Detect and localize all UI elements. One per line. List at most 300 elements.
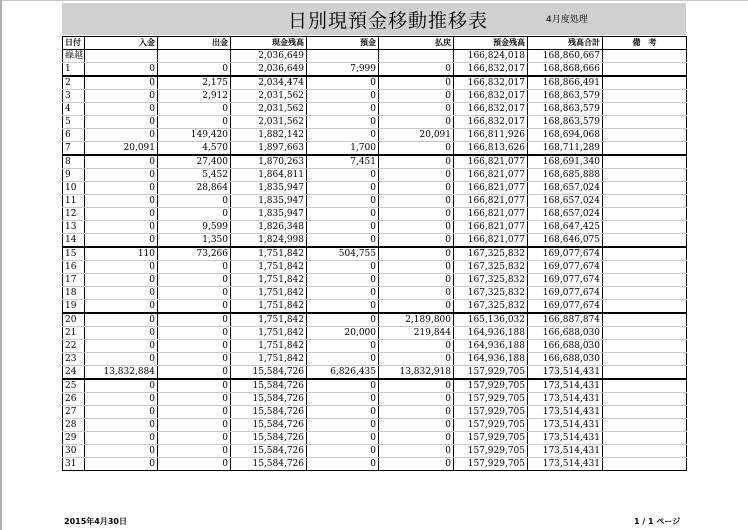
cell-bank-balance: 167,325,832	[454, 274, 528, 287]
cell-remarks	[603, 195, 687, 208]
cell-cash-balance: 1,751,842	[231, 353, 307, 366]
table-row	[63, 274, 687, 287]
cell-remarks	[603, 379, 687, 393]
cell-date: 22	[63, 340, 85, 353]
cell-cash-balance: 1,824,998	[231, 234, 307, 248]
header-date: 日付	[63, 37, 85, 50]
cell-remarks	[603, 116, 687, 129]
cell-bank-balance: 157,929,705	[454, 379, 528, 393]
cell-cash-balance: 15,584,726	[231, 393, 307, 406]
cell-cash-balance: 1,751,842	[231, 313, 307, 327]
cell-cash-balance: 15,584,726	[231, 432, 307, 445]
header-bank-balance: 預金残高	[454, 37, 528, 50]
cell-bank-withdrawal	[379, 50, 454, 63]
cell-total-balance: 173,514,431	[528, 379, 603, 393]
cell-deposit-in: 0	[85, 379, 158, 393]
cell-deposit-in: 0	[85, 419, 158, 432]
cell-withdrawal-out: 0	[158, 406, 231, 419]
cell-date: 13	[63, 221, 85, 234]
cell-date: 30	[63, 445, 85, 458]
cash-ledger-table	[62, 36, 687, 471]
table-row	[63, 261, 687, 274]
cell-date: 繰越	[63, 50, 85, 63]
cell-date: 24	[63, 366, 85, 380]
cell-bank-balance: 166,821,077	[454, 169, 528, 182]
cell-deposit-in: 0	[85, 300, 158, 314]
cell-bank-withdrawal: 0	[379, 353, 454, 366]
cell-bank-deposit: 0	[307, 340, 379, 353]
cell-bank-balance: 164,936,188	[454, 340, 528, 353]
cell-bank-deposit: 0	[307, 76, 379, 90]
cell-remarks	[603, 393, 687, 406]
cell-deposit-in: 0	[85, 169, 158, 182]
cell-date: 3	[63, 90, 85, 103]
cell-cash-balance: 1,835,947	[231, 195, 307, 208]
cell-total-balance: 166,887,874	[528, 313, 603, 327]
cell-bank-deposit: 7,451	[307, 155, 379, 169]
table-row	[63, 393, 687, 406]
cell-bank-balance: 157,929,705	[454, 393, 528, 406]
table-row	[63, 406, 687, 419]
table-row	[63, 445, 687, 458]
cell-withdrawal-out: 0	[158, 327, 231, 340]
table-row	[63, 313, 687, 327]
cell-cash-balance: 15,584,726	[231, 419, 307, 432]
table-row	[63, 195, 687, 208]
cell-bank-deposit: 0	[307, 300, 379, 314]
cell-date: 27	[63, 406, 85, 419]
table-row	[63, 155, 687, 169]
cell-date: 21	[63, 327, 85, 340]
cell-withdrawal-out: 9,599	[158, 221, 231, 234]
cell-remarks	[603, 313, 687, 327]
cell-bank-withdrawal: 0	[379, 419, 454, 432]
footer-date: 2015年4月30日	[64, 517, 127, 526]
cell-bank-deposit: 0	[307, 458, 379, 471]
cell-bank-withdrawal: 0	[379, 274, 454, 287]
cell-bank-balance: 164,936,188	[454, 327, 528, 340]
cell-remarks	[603, 327, 687, 340]
cell-date: 5	[63, 116, 85, 129]
cell-bank-balance: 166,832,017	[454, 103, 528, 116]
cell-total-balance: 173,514,431	[528, 406, 603, 419]
cell-cash-balance: 15,584,726	[231, 445, 307, 458]
cell-bank-withdrawal: 0	[379, 287, 454, 300]
cell-bank-withdrawal: 13,832,918	[379, 366, 454, 380]
cell-deposit-in: 0	[85, 129, 158, 142]
cell-deposit-in: 0	[85, 76, 158, 90]
cell-bank-withdrawal: 0	[379, 76, 454, 90]
page-top-edge	[0, 0, 748, 1]
cell-bank-deposit: 7,999	[307, 63, 379, 77]
cell-withdrawal-out: 0	[158, 432, 231, 445]
table-row	[63, 116, 687, 129]
cell-bank-withdrawal: 20,091	[379, 129, 454, 142]
cell-bank-deposit: 0	[307, 221, 379, 234]
cell-date: 28	[63, 419, 85, 432]
cell-bank-withdrawal: 219,844	[379, 327, 454, 340]
cell-cash-balance: 1,835,947	[231, 182, 307, 195]
cell-withdrawal-out: 73,266	[158, 247, 231, 261]
cell-withdrawal-out: 28,864	[158, 182, 231, 195]
cell-bank-deposit: 0	[307, 195, 379, 208]
cell-bank-balance: 166,821,077	[454, 234, 528, 248]
cell-deposit-in: 0	[85, 261, 158, 274]
table-row	[63, 458, 687, 471]
cell-bank-deposit: 0	[307, 313, 379, 327]
cell-total-balance: 173,514,431	[528, 419, 603, 432]
cell-remarks	[603, 287, 687, 300]
cell-bank-withdrawal: 0	[379, 90, 454, 103]
cell-bank-balance: 166,824,018	[454, 50, 528, 63]
cell-remarks	[603, 300, 687, 314]
cell-total-balance: 166,688,030	[528, 327, 603, 340]
cell-withdrawal-out: 2,175	[158, 76, 231, 90]
cell-bank-deposit: 0	[307, 103, 379, 116]
cell-total-balance: 168,863,579	[528, 116, 603, 129]
cell-remarks	[603, 261, 687, 274]
cell-bank-withdrawal: 0	[379, 169, 454, 182]
cell-total-balance: 173,514,431	[528, 458, 603, 471]
cell-withdrawal-out	[158, 50, 231, 63]
table-body	[63, 50, 687, 471]
cell-remarks	[603, 182, 687, 195]
cell-remarks	[603, 221, 687, 234]
cell-remarks	[603, 103, 687, 116]
cell-cash-balance: 1,751,842	[231, 274, 307, 287]
cell-remarks	[603, 340, 687, 353]
cell-deposit-in: 0	[85, 353, 158, 366]
cell-date: 19	[63, 300, 85, 314]
header-remarks: 備 考	[603, 37, 687, 50]
cell-date: 15	[63, 247, 85, 261]
cell-bank-deposit: 0	[307, 432, 379, 445]
cell-bank-balance: 167,325,832	[454, 261, 528, 274]
cell-bank-withdrawal: 0	[379, 116, 454, 129]
cell-bank-balance: 166,832,017	[454, 63, 528, 77]
cell-withdrawal-out: 27,400	[158, 155, 231, 169]
cell-deposit-in: 0	[85, 313, 158, 327]
cell-bank-deposit: 0	[307, 287, 379, 300]
table-row	[63, 63, 687, 77]
cell-total-balance: 169,077,674	[528, 261, 603, 274]
page-left-edge	[0, 0, 2, 530]
cell-date: 4	[63, 103, 85, 116]
cell-bank-balance: 164,936,188	[454, 353, 528, 366]
cell-date: 31	[63, 458, 85, 471]
header-cash-balance: 現金残高	[231, 37, 307, 50]
cell-remarks	[603, 76, 687, 90]
cell-bank-balance: 157,929,705	[454, 445, 528, 458]
cell-bank-withdrawal: 0	[379, 103, 454, 116]
cell-date: 20	[63, 313, 85, 327]
table-header-row	[63, 37, 687, 50]
cell-withdrawal-out: 0	[158, 287, 231, 300]
cell-bank-deposit: 0	[307, 406, 379, 419]
cell-bank-deposit: 0	[307, 353, 379, 366]
cell-bank-withdrawal: 0	[379, 142, 454, 156]
cell-total-balance: 169,077,674	[528, 300, 603, 314]
cell-remarks	[603, 129, 687, 142]
cell-bank-deposit: 0	[307, 116, 379, 129]
cell-bank-withdrawal: 0	[379, 406, 454, 419]
cell-bank-withdrawal: 0	[379, 379, 454, 393]
cell-deposit-in	[85, 50, 158, 63]
cell-cash-balance: 2,031,562	[231, 90, 307, 103]
cell-bank-balance: 167,325,832	[454, 300, 528, 314]
table-row	[63, 234, 687, 248]
table-row	[63, 340, 687, 353]
cell-bank-balance: 157,929,705	[454, 432, 528, 445]
cell-cash-balance: 15,584,726	[231, 458, 307, 471]
cell-bank-withdrawal: 0	[379, 432, 454, 445]
cell-deposit-in: 0	[85, 393, 158, 406]
cell-cash-balance: 1,882,142	[231, 129, 307, 142]
cell-bank-balance: 157,929,705	[454, 406, 528, 419]
cell-bank-balance: 157,929,705	[454, 419, 528, 432]
cell-withdrawal-out: 0	[158, 313, 231, 327]
cell-bank-withdrawal: 0	[379, 208, 454, 221]
cell-date: 7	[63, 142, 85, 156]
cell-remarks	[603, 50, 687, 63]
cell-cash-balance: 1,897,663	[231, 142, 307, 156]
cell-bank-deposit: 0	[307, 379, 379, 393]
cell-cash-balance: 15,584,726	[231, 379, 307, 393]
cell-total-balance: 169,077,674	[528, 287, 603, 300]
cell-withdrawal-out: 0	[158, 208, 231, 221]
cell-cash-balance: 2,034,474	[231, 76, 307, 90]
cell-deposit-in: 0	[85, 195, 158, 208]
cell-deposit-in: 0	[85, 445, 158, 458]
cell-remarks	[603, 63, 687, 77]
cell-bank-balance: 166,821,077	[454, 195, 528, 208]
table-row	[63, 90, 687, 103]
cell-bank-deposit: 0	[307, 90, 379, 103]
cell-deposit-in: 13,832,884	[85, 366, 158, 380]
cell-deposit-in: 0	[85, 103, 158, 116]
cell-total-balance: 168,866,491	[528, 76, 603, 90]
cell-withdrawal-out: 0	[158, 274, 231, 287]
cell-bank-balance: 166,821,077	[454, 221, 528, 234]
cell-remarks	[603, 169, 687, 182]
report-period: 4月度処理	[546, 15, 588, 25]
cell-cash-balance: 2,031,562	[231, 116, 307, 129]
cell-deposit-in: 0	[85, 90, 158, 103]
cell-total-balance: 168,694,068	[528, 129, 603, 142]
cell-cash-balance: 1,751,842	[231, 340, 307, 353]
cell-cash-balance: 1,751,842	[231, 327, 307, 340]
cell-date: 11	[63, 195, 85, 208]
table-row	[63, 419, 687, 432]
cell-total-balance: 168,863,579	[528, 90, 603, 103]
cell-withdrawal-out: 0	[158, 195, 231, 208]
cell-remarks	[603, 142, 687, 156]
cell-deposit-in: 110	[85, 247, 158, 261]
cell-total-balance: 166,688,030	[528, 353, 603, 366]
cell-withdrawal-out: 0	[158, 366, 231, 380]
cell-date: 10	[63, 182, 85, 195]
cell-bank-balance: 166,832,017	[454, 76, 528, 90]
cell-bank-withdrawal: 0	[379, 445, 454, 458]
cell-remarks	[603, 234, 687, 248]
cell-deposit-in: 0	[85, 155, 158, 169]
cell-remarks	[603, 353, 687, 366]
cell-cash-balance: 1,864,811	[231, 169, 307, 182]
cell-deposit-in: 0	[85, 116, 158, 129]
cell-withdrawal-out: 0	[158, 116, 231, 129]
cell-remarks	[603, 155, 687, 169]
cell-deposit-in: 0	[85, 63, 158, 77]
cell-deposit-in: 0	[85, 208, 158, 221]
cell-total-balance: 168,860,667	[528, 50, 603, 63]
cell-cash-balance: 1,751,842	[231, 300, 307, 314]
table-row	[63, 327, 687, 340]
cell-bank-balance: 166,832,017	[454, 90, 528, 103]
cell-bank-balance: 166,821,077	[454, 208, 528, 221]
cell-date: 23	[63, 353, 85, 366]
cell-deposit-in: 0	[85, 340, 158, 353]
table-row	[63, 366, 687, 380]
cell-total-balance: 168,685,888	[528, 169, 603, 182]
cell-date: 18	[63, 287, 85, 300]
cell-withdrawal-out: 149,420	[158, 129, 231, 142]
table-row	[63, 379, 687, 393]
cell-bank-balance: 166,813,626	[454, 142, 528, 156]
cell-bank-balance: 157,929,705	[454, 458, 528, 471]
cell-bank-balance: 166,832,017	[454, 116, 528, 129]
cell-bank-deposit: 0	[307, 182, 379, 195]
cell-total-balance: 169,077,674	[528, 274, 603, 287]
cell-withdrawal-out: 0	[158, 340, 231, 353]
header-withdrawal-out: 出金	[158, 37, 231, 50]
table-row	[63, 300, 687, 314]
cell-bank-withdrawal: 0	[379, 155, 454, 169]
cell-cash-balance: 2,036,649	[231, 63, 307, 77]
cell-withdrawal-out: 2,912	[158, 90, 231, 103]
cell-total-balance: 169,077,674	[528, 247, 603, 261]
cell-total-balance: 168,657,024	[528, 208, 603, 221]
cell-bank-withdrawal: 0	[379, 247, 454, 261]
table-row	[63, 432, 687, 445]
cell-deposit-in: 0	[85, 458, 158, 471]
cell-withdrawal-out: 0	[158, 300, 231, 314]
cell-bank-deposit: 0	[307, 445, 379, 458]
cell-remarks	[603, 419, 687, 432]
cell-bank-withdrawal: 0	[379, 63, 454, 77]
cell-date: 8	[63, 155, 85, 169]
table-row	[63, 142, 687, 156]
cell-cash-balance: 2,036,649	[231, 50, 307, 63]
cell-bank-deposit: 0	[307, 274, 379, 287]
cell-date: 6	[63, 129, 85, 142]
table-row	[63, 76, 687, 90]
cell-bank-deposit: 0	[307, 169, 379, 182]
cell-bank-deposit: 0	[307, 208, 379, 221]
cell-bank-balance: 166,821,077	[454, 182, 528, 195]
cell-withdrawal-out: 0	[158, 379, 231, 393]
cell-total-balance: 173,514,431	[528, 445, 603, 458]
cell-remarks	[603, 445, 687, 458]
cell-withdrawal-out: 0	[158, 103, 231, 116]
cell-bank-deposit: 0	[307, 393, 379, 406]
cell-total-balance: 173,514,431	[528, 366, 603, 380]
report-title: 日別現預金移動推移表	[288, 10, 489, 32]
cell-withdrawal-out: 0	[158, 445, 231, 458]
cell-deposit-in: 0	[85, 234, 158, 248]
cell-deposit-in: 20,091	[85, 142, 158, 156]
cell-withdrawal-out: 0	[158, 63, 231, 77]
cell-deposit-in: 0	[85, 327, 158, 340]
cell-date: 26	[63, 393, 85, 406]
cell-bank-withdrawal: 0	[379, 221, 454, 234]
cell-bank-withdrawal: 0	[379, 300, 454, 314]
cell-remarks	[603, 458, 687, 471]
cell-withdrawal-out: 0	[158, 419, 231, 432]
cell-total-balance: 168,691,340	[528, 155, 603, 169]
cell-bank-withdrawal: 0	[379, 234, 454, 248]
cell-bank-balance: 165,136,032	[454, 313, 528, 327]
cell-withdrawal-out: 5,452	[158, 169, 231, 182]
cell-cash-balance: 1,826,348	[231, 221, 307, 234]
cell-date: 9	[63, 169, 85, 182]
cell-total-balance: 173,514,431	[528, 432, 603, 445]
cell-total-balance: 168,863,579	[528, 103, 603, 116]
footer-page-number: 1 / 1 ページ	[634, 517, 681, 526]
cell-deposit-in: 0	[85, 182, 158, 195]
cell-deposit-in: 0	[85, 406, 158, 419]
cell-date: 12	[63, 208, 85, 221]
cell-bank-withdrawal: 0	[379, 195, 454, 208]
table-row	[63, 103, 687, 116]
cell-date: 2	[63, 76, 85, 90]
cell-bank-balance: 166,821,077	[454, 155, 528, 169]
cell-date: 25	[63, 379, 85, 393]
cell-bank-deposit: 6,826,435	[307, 366, 379, 380]
header-bank-withdrawal: 払戻	[379, 37, 454, 50]
cell-date: 16	[63, 261, 85, 274]
cell-bank-balance: 167,325,832	[454, 287, 528, 300]
header-deposit-in: 入金	[85, 37, 158, 50]
cell-bank-deposit: 0	[307, 234, 379, 248]
cell-bank-deposit: 0	[307, 129, 379, 142]
cell-bank-deposit: 1,700	[307, 142, 379, 156]
cell-total-balance: 173,514,431	[528, 393, 603, 406]
cell-withdrawal-out: 0	[158, 353, 231, 366]
cell-bank-balance: 157,929,705	[454, 366, 528, 380]
cell-remarks	[603, 90, 687, 103]
cell-bank-balance: 166,811,926	[454, 129, 528, 142]
cell-bank-balance: 167,325,832	[454, 247, 528, 261]
cell-total-balance: 168,646,075	[528, 234, 603, 248]
cell-deposit-in: 0	[85, 274, 158, 287]
table-row	[63, 129, 687, 142]
header-bank-deposit: 預金	[307, 37, 379, 50]
cell-bank-withdrawal: 0	[379, 182, 454, 195]
cell-date: 14	[63, 234, 85, 248]
cell-cash-balance: 15,584,726	[231, 406, 307, 419]
table-row	[63, 50, 687, 63]
cell-bank-deposit	[307, 50, 379, 63]
header-total-balance: 残高合計	[528, 37, 603, 50]
table-row	[63, 353, 687, 366]
cell-bank-withdrawal: 0	[379, 458, 454, 471]
cell-bank-withdrawal: 0	[379, 261, 454, 274]
cell-bank-withdrawal: 2,189,800	[379, 313, 454, 327]
cell-total-balance: 168,647,425	[528, 221, 603, 234]
cell-deposit-in: 0	[85, 287, 158, 300]
table-row	[63, 247, 687, 261]
table-row	[63, 221, 687, 234]
